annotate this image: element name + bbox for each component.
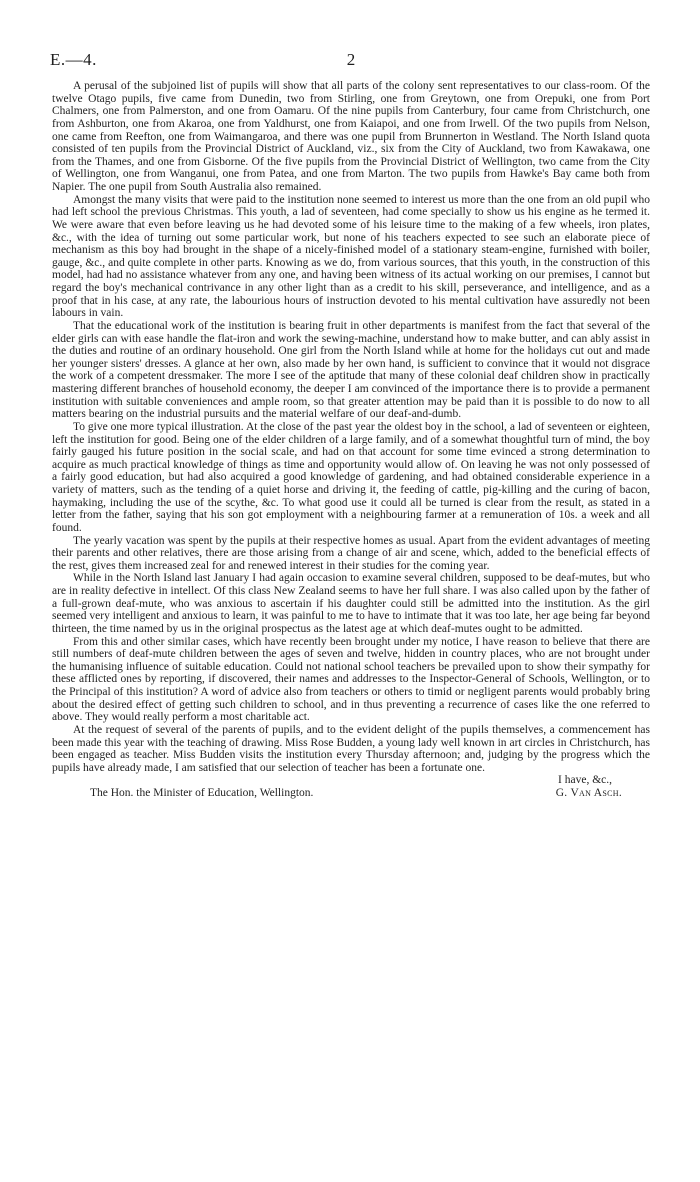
paragraph-vacation: The yearly vacation was spent by the pupils at their respective homes as usual. Apart from the evident advantages of meeting their parents and other relatives, there are those arising from a change of air and scene, which, added to the beneficial effects of the rest, gives them increased zeal for and renewed interest in their studies for the coming year. <box>52 534 650 572</box>
page-number: 2 <box>346 50 356 69</box>
document-reference: E.—4. <box>50 50 97 69</box>
letter-closing <box>52 774 650 799</box>
signature: G. Van Asch. <box>555 786 622 799</box>
paragraph-pupil-origins: A perusal of the subjoined list of pupils will show that all parts of the colony sent representatives to our class-room. Of the twelve Otago pupils, five came from Dunedin, two from Stirling, one from Greytown, one from Orepuki, one from Port Chalmers, one from Palmerston, and one from Oamaru. Of the nine pupils from Canterbury, four came from Christchurch, one from Ashburton, one from Akaroa, one from Yaldhurst, one from Kaiapoi, and one from Irwell. Of the two pupils from Nelson, one came from Reefton, one from Waimangaroa, and there was one pupil from Brunnerton in Westland. The North Island quota consisted of ten pupils from the Provincial District of Auckland, viz., six from the City of Auckland, two from Kawakawa, one from the Thames, and one from Gisborne. Of the five pupils from the Provincial District of Wellington, two came from the City of Wellington, one from Wanganui, one from Patea, and one from Marton. The two pupils from Hawke's Bay came both from Napier. The one pupil from South Australia also remained. <box>52 80 650 193</box>
page-header <box>52 50 650 80</box>
paragraph-oldest-boy: To give one more typical illustration. At the close of the past year the oldest boy in the school, a lad of seventeen or eighteen, left the institution for good. Being one of the elder children of a large family, and of a somewhat thoughtful turn of mind, the boy fairly gauged his future position in the social scale, and had on that account for some time evinced a strong determination to acquire as much practical knowledge of things as time and opportunity would allow of. On leaving he was not only possessed of a fairly good education, but had also acquired a good knowledge of gardening, and had obtained considerable experience in a variety of matters, such as the tending of a quiet horse and driving it, the feeding of cattle, pig-killing and the curing of bacon, haymaking, including the use of the scythe, &c. To what good use it could all be turned is clear from the result, as stated in a letter from the father, saying that his son got employment with a neighbouring farmer at a remuneration of 10s. a week and all found. <box>52 420 650 534</box>
report-body <box>52 80 650 774</box>
paragraph-north-island: While in the North Island last January I had again occasion to examine several children, supposed to be deaf-mutes, but who are in reality defective in intellect. Of this class New Zealand seems to have her full share. I was also called upon by the father of a full-grown deaf-mute, who was anxious to ascertain if his daughter could still be admitted into the institution. As the girl seemed very intelligent and anxious to learn, it was painful to me to have to intimate that it was too late, her age being far beyond thirteen, the time named by us in the original prospectus as the latest age at which deaf-mutes ought to be admitted. <box>52 572 650 635</box>
salutation: I have, &c., <box>558 774 612 787</box>
paragraph-steam-engine: Amongst the many visits that were paid to the institution none seemed to interest us more than the one from an old pupil who had left school the previous Christmas. This youth, a lad of seventeen, had come specially to show us his engine as he termed it. We were aware that even before leaving us he had devoted some of his leisure time to the making of a few wheels, iron plates, &c., with the idea of turning out some particular work, but none of his teachers expected to see such an elaborate piece of mechanism as this boy had brought in the shape of a nicely-finished model of a stationary steam-engine, furnished with boiler, gauge, &c., and quite complete in other parts. Knowing as we do, from various sources, that this youth, in the construction of this model, had had no assistance whatever from any one, and having been witness of its actual working on our premises, I cannot but regard the boy's mechanical contrivance in any other light than as a credit to his skill, perseverance, and intelligence, and as a proof that in his case, at any rate, the labourious hours of instruction devoted to his mental cultivation have assuredly not been labours in vain. <box>52 193 650 320</box>
addressee: The Hon. the Minister of Education, Wellington. <box>90 786 314 799</box>
paragraph-household-skills: That the educational work of the institution is bearing fruit in other departments is manifest from the fact that several of the elder girls can with ease handle the flat-iron and work the sewing-machine, understand how to make butter, and can ably assist in the duties and routine of an ordinary household. One girl from the North Island while at home for the holidays cut out and made her younger sisters' dresses. A glance at her own, also made by her own hand, is sufficient to convince that it would not disgrace the work of a competent dressmaker. The more I see of the aptitude that many of these colonial deaf children show in practically mastering different branches of household economy, the deeper I am convinced of the importance there is to provide a permanent institution with suitable conveniences and ample room, so that greater attention may be paid than it is possible to do now to all matters bearing on the industrial pursuits and the material welfare of our deaf-and-dumb. <box>52 319 650 421</box>
paragraph-drawing: At the request of several of the parents of pupils, and to the evident delight of the pupils themselves, a commencement has been made this year with the teaching of drawing. Miss Rose Budden, a young lady well known in art circles in Christchurch, has been engaged as teacher. Miss Budden visits the institution every Thursday afternoon; and, judging by the progress which the pupils have already made, I am satisfied that our selection of teacher has been a fortunate one. <box>52 723 650 774</box>
paragraph-hidden-children: From this and other similar cases, which have recently been brought under my notice, I have reason to believe that there are still numbers of deaf-mute children between the ages of seven and twelve, hidden in country places, who are not brought under the humanising influence of suitable education. Could not national school teachers be prevailed upon to show their sympathy for these afflicted ones by reporting, if discovered, their names and addresses to the Inspector-General of Schools, Wellington, or to the Principal of this institution? A word of advice also from teachers or others to timid or negligent parents would probably bring about the desired effect of getting such children to school, and in thus preventing a recurrence of cases like the one referred to above. They would really perform a most charitable act. <box>52 635 650 724</box>
document-page <box>52 50 650 800</box>
